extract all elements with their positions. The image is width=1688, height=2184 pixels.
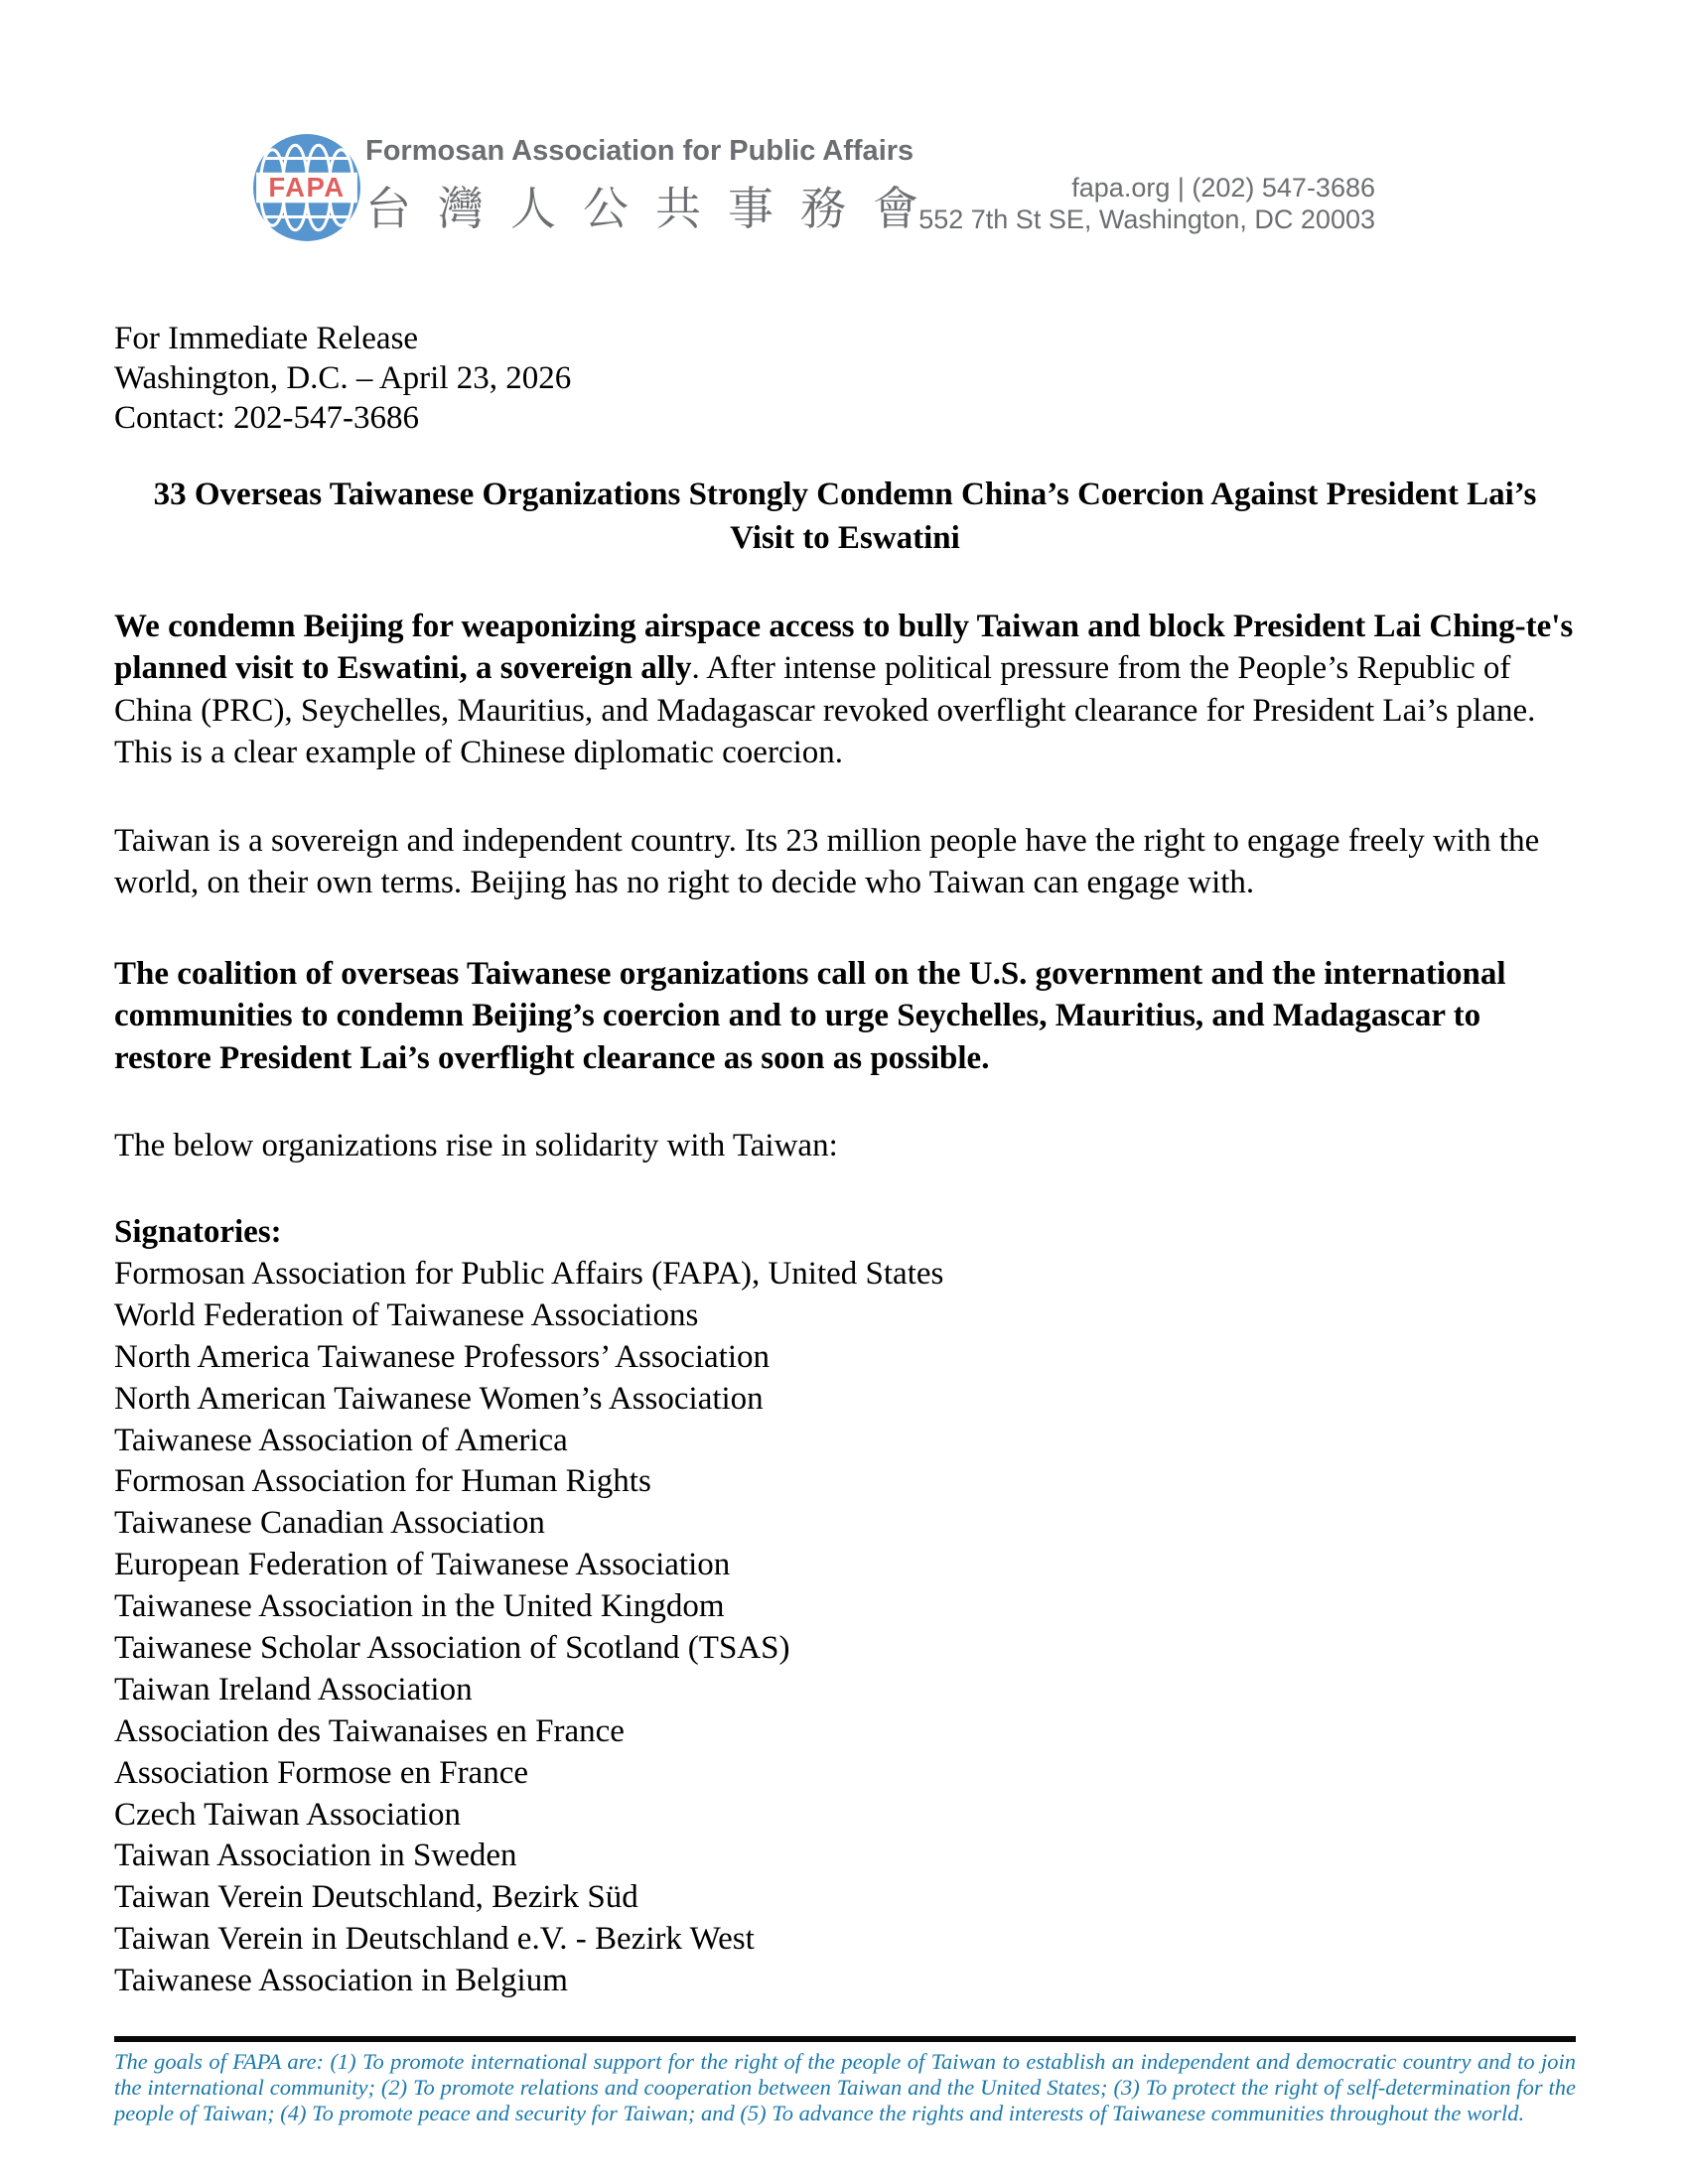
release-info: [114, 319, 1576, 438]
signatory-item: Czech Taiwan Association: [114, 1796, 461, 1833]
page-footer: [114, 2036, 1576, 2126]
press-title-line2: Visit to Eswatini: [730, 520, 960, 556]
signatory-item: Taiwanese Association in the United Kingdom: [114, 1588, 725, 1625]
signatory-item: North America Taiwanese Professors’ Association: [114, 1338, 770, 1375]
signatory-item: Taiwan Verein in Deutschland e.V. - Bezirk West: [114, 1921, 755, 1958]
signatory-item: Taiwanese Association in Belgium: [114, 1963, 568, 1999]
release-line-contact: Contact: 202-547-3686: [114, 400, 420, 436]
footer-goals: The goals of FAPA are: (1) To promote international support for the right of the people of Taiwan to establish an independent and democratic country and to join the international community; (2) To promote relations and cooperation between Taiwan and the United States; (3) To protect the right of self-determination for the people of Taiwan; (4) To promote peace and security for Taiwan; and (5) To advance the rights and interests of Taiwanese communities throughout the world.: [114, 2049, 1576, 2125]
paragraph-condemnation-rest: . After intense political pressure from the People’s Republic of China (PRC), Seychelles, Mauritius, and Madagascar revoked overflight clearance for President Lai’s plane. This is a clear example of Chinese diplomatic coercion.: [114, 650, 1536, 770]
release-line-dateline: Washington, D.C. – April 23, 2026: [114, 360, 572, 396]
logo-fapa-text: FAPA: [268, 172, 346, 204]
signatory-item: European Federation of Taiwanese Association: [114, 1547, 731, 1583]
signatory-item: Formosan Association for Human Rights: [114, 1463, 651, 1500]
signatories-heading: Signatories:: [114, 1214, 282, 1250]
fapa-logo-icon: [251, 132, 362, 243]
press-title-line1: 33 Overseas Taiwanese Organizations Strongly Condemn China’s Coercion Against President Lai’s: [153, 477, 1537, 512]
signatories-list: [114, 1254, 1576, 2002]
signatory-item: Taiwan Association in Sweden: [114, 1838, 517, 1874]
signatory-item: World Federation of Taiwanese Associations: [114, 1297, 699, 1333]
org-name-english: Formosan Association for Public Affairs: [365, 135, 914, 167]
signatory-item: Taiwan Ireland Association: [114, 1671, 473, 1707]
signatory-item: Taiwanese Scholar Association of Scotland (TSAS): [114, 1630, 790, 1667]
signatory-item: Association des Taiwanaises en France: [114, 1712, 625, 1749]
paragraph-condemnation-bold: We condemn Beijing for weaponizing airspace access to bully Taiwan and block President Lai Ching-te's planned visit to Eswatini, a sovereign ally: [114, 609, 1574, 687]
contact-info: [918, 172, 1375, 235]
release-line-immediate: For Immediate Release: [114, 321, 419, 356]
signatory-item: North American Taiwanese Women’s Association: [114, 1380, 764, 1417]
contact-address: 552 7th St SE, Washington, DC 20003: [918, 205, 1375, 234]
paragraph-sovereignty: Taiwan is a sovereign and independent country. Its 23 million people have the right to engage freely with the world, on their own terms. Beijing has no right to decide who Taiwan can engage with.: [114, 823, 1540, 901]
signatory-item: Taiwanese Canadian Association: [114, 1505, 545, 1542]
paragraph-solidarity: The below organizations rise in solidarity with Taiwan:: [114, 1128, 838, 1163]
contact-website-phone: fapa.org | (202) 547-3686: [1071, 173, 1375, 203]
org-name-chinese: 台灣人公共事務會: [365, 182, 945, 235]
press-title: [114, 473, 1576, 560]
footer-divider: [114, 2036, 1576, 2042]
signatory-item: Association Formose en France: [114, 1754, 528, 1791]
signatory-item: Taiwan Verein Deutschland, Bezirk Süd: [114, 1879, 638, 1916]
paragraph-call-to-action: The coalition of overseas Taiwanese organizations call on the U.S. government and the international communities to condemn Beijing’s coercion and to urge Seychelles, Mauritius, and Madagascar to restore President Lai’s overflight clearance as soon as possible.: [114, 956, 1506, 1076]
signatory-item: Formosan Association for Public Affairs (FAPA), United States: [114, 1256, 944, 1292]
paragraph-condemnation: [114, 606, 1576, 773]
signatory-item: Taiwanese Association of America: [114, 1422, 568, 1458]
